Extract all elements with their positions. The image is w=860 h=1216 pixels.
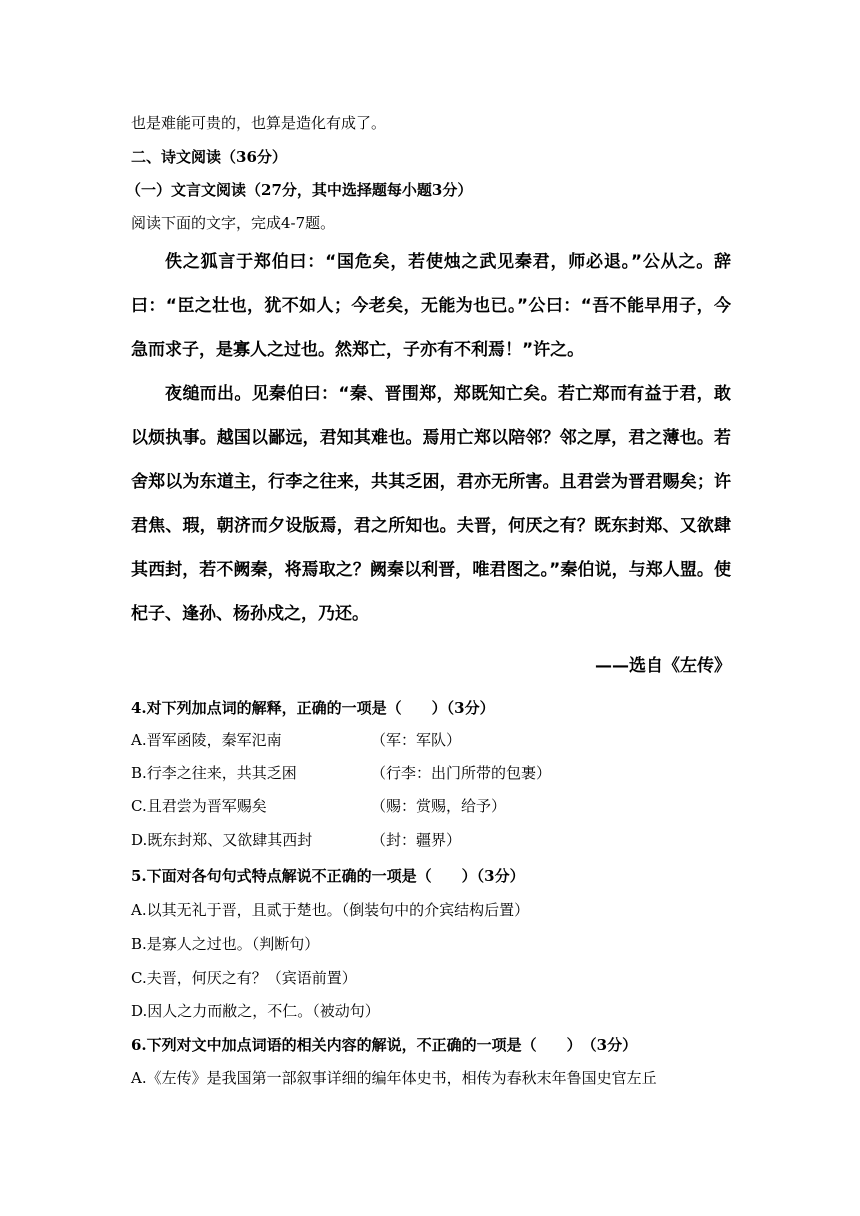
question-4-option-b — [131, 762, 551, 784]
question-5-option-a: A.以其无礼于晋，且贰于楚也。（倒装句中的介宾结构后置） — [131, 901, 530, 919]
passage — [131, 240, 731, 636]
option-text: D.既东封郑、又欲肆其西封 — [131, 831, 313, 849]
option-note: （军：军队） — [371, 731, 462, 749]
question-4-option-c — [131, 795, 506, 817]
option-note: （封：疆界） — [371, 831, 462, 849]
subsection-heading: （一）文言文阅读（27分，其中选择题每小题3分） — [126, 181, 473, 199]
question-4-option-a — [131, 729, 461, 751]
question-4-option-d — [131, 829, 461, 851]
option-text: B.行李之往来，共其乏困 — [131, 764, 297, 782]
option-note: （赐：赏赐，给予） — [371, 797, 507, 815]
question-6-stem: 6.下列对文中加点词语的相关内容的解说，不正确的一项是（ ） （3分） — [131, 1036, 638, 1054]
option-text: C.且君尝为晋军赐矣 — [131, 797, 267, 815]
passage-source: ——选自《左传》 — [595, 656, 731, 676]
question-5-option-d: D.因人之力而敝之，不仁。（被动句） — [131, 1002, 380, 1020]
question-5-stem: 5.下面对各句句式特点解说不正确的一项是（ ）（3分） — [131, 867, 525, 885]
option-note: （行李：出门所带的包裹） — [371, 764, 552, 782]
section-heading: 二、诗文阅读（36分） — [131, 148, 287, 166]
passage-paragraph-1: 佚之狐言于郑伯曰：“国危矣，若使烛之武见秦君，师必退。”公从之。辞曰：“臣之壮也，犹不如人；今老矣，无能为也已。”公曰：“吾不能早用子，今急而求子，是寡人之过也。然郑亡，子亦有不利焉！”许之。 — [131, 252, 731, 360]
question-5-option-b: B.是寡人之过也。（判断句） — [131, 935, 320, 953]
question-6-option-a: A.《左传》是我国第一部叙事详细的编年体史书，相传为春秋末年鲁国史官左丘 — [131, 1069, 657, 1087]
question-5-option-c: C.夫晋，何厌之有？（宾语前置） — [131, 969, 357, 987]
question-4-stem: 4.对下列加点词的解释，正确的一项是（ ）（3分） — [131, 699, 495, 717]
intro-line: 也是难能可贵的，也算是造化有成了。 — [131, 114, 387, 132]
passage-paragraph-2: 夜缒而出。见秦伯曰：“秦、晋围郑，郑既知亡矣。若亡郑而有益于君，敢以烦执事。越国以鄙远，君知其难也。焉用亡郑以陪邻？邻之厚，君之薄也。若舍郑以为东道主，行李之往来，共其乏困，君亦无所害。且君尝为晋君赐矣；许君焦、瑕，朝济而夕设版焉，君之所知也。夫晋，何厌之有？既东封郑、又欲肆其西封，若不阙秦，将焉取之？阙秦以利晋，唯君图之。”秦伯说，与郑人盟。使杞子、逢孙、杨孙戍之，乃还。 — [131, 384, 731, 624]
option-text: A.晋军函陵，秦军氾南 — [131, 731, 282, 749]
instruction-line: 阅读下面的文字，完成4-7题。 — [131, 214, 336, 232]
